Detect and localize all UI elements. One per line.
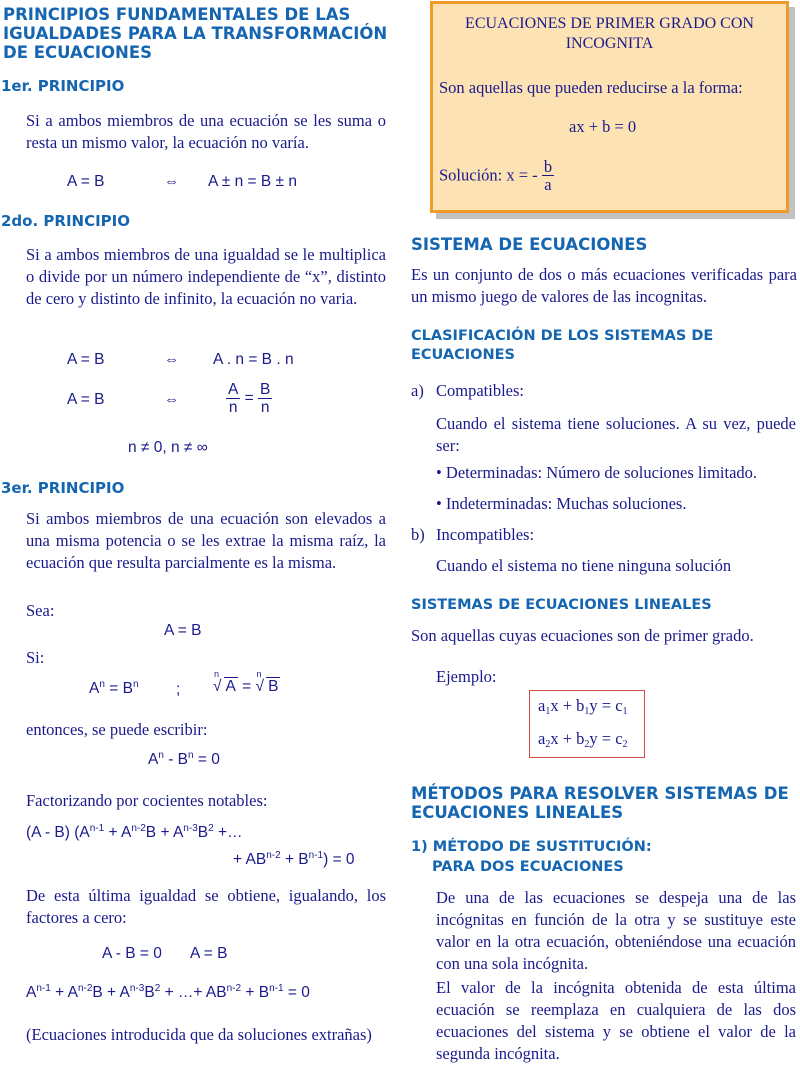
power-equation: $A^n = B^n$ xyxy=(89,679,139,697)
principle-1-heading: 1er. PRINCIPIO xyxy=(1,77,125,95)
principle-2-text: Si a ambos miembros de una igualdad se le multiplica o divide por un número independiente de “x”, distinto de cero y distinto de infinito, la ecuación no varia. xyxy=(26,245,386,308)
zero-equation-1: A - B = 0 xyxy=(102,945,162,962)
box-equation: ax + b = 0 xyxy=(569,117,637,136)
p3-eq-ab: A = B xyxy=(164,622,202,639)
si-label: Si: xyxy=(26,648,45,667)
principle-3-heading: 3er. PRINCIPIO xyxy=(1,479,125,497)
option-b-text: Cuando el sistema no tiene ninguna solución xyxy=(436,556,732,575)
nth-root-b: n √ B xyxy=(255,669,279,695)
nth-root-a: n √ A xyxy=(213,669,236,695)
p2-fraction-equation: $\frac{A}{n}$ = $\frac{B}{n}$ xyxy=(228,381,271,416)
bullet-indeterminadas: • Indeterminadas: Muchas soluciones. xyxy=(436,494,687,513)
fraction-b-over-a: $\frac{b}{a}$ xyxy=(543,157,553,194)
root-equation: n √ A = n √ B xyxy=(213,669,279,695)
fraction-a-over-n: $\frac{A}{n}$ xyxy=(228,381,239,416)
extraneous-note: (Ecuaciones introducida que da soluciones extrañas) xyxy=(26,1025,372,1044)
equivalence-arrow: ⇔ xyxy=(164,173,180,190)
principle-1-text: Si a ambos miembros de una ecuación se les suma o resta un mismo valor, la ecuación no varía. xyxy=(26,111,386,152)
option-a-title: Compatibles: xyxy=(436,381,524,400)
sustitucion-heading: 1) MÉTODO DE SUSTITUCIÓN: xyxy=(411,839,652,855)
lineales-text: Son aquellas cuyas ecuaciones son de primer grado. xyxy=(411,626,754,645)
sea-label: Sea: xyxy=(26,601,55,620)
option-b-title: Incompatibles: xyxy=(436,525,535,544)
box-solution: Solución: x = - $\frac{b}{a}$ xyxy=(439,157,553,194)
fraction-b-over-n: $\frac{B}{n}$ xyxy=(260,381,271,416)
factorization-line-1: (A - B) ($A^{n-1} + A^{n-2}B + A^{n-3}B^2$ +… xyxy=(26,823,243,841)
zero-equation-2: A = B xyxy=(190,945,228,962)
example-system-box xyxy=(529,690,645,758)
clasificacion-heading: CLASIFICACIÓN DE LOS SISTEMAS DE ECUACIONES xyxy=(411,328,714,363)
option-a-label: a) xyxy=(411,381,424,400)
entonces-text: entonces, se puede escribir: xyxy=(26,720,208,739)
difference-equation: $A^n - B^n = 0$ xyxy=(148,750,220,768)
semicolon: ; xyxy=(176,681,181,698)
p1-eq-right: A ± n = B ± n xyxy=(208,173,297,190)
equivalence-arrow: ⇔ xyxy=(164,351,180,368)
first-degree-equation-box xyxy=(430,1,789,213)
example-equation-1: $a_1x + b_1y = c_1$ xyxy=(538,696,628,717)
factorizando-text: Factorizando por cocientes notables: xyxy=(26,791,268,810)
equivalence-arrow: ⇔ xyxy=(164,391,180,408)
principle-2-heading: 2do. PRINCIPIO xyxy=(1,212,130,230)
p2-eq2-left: A = B xyxy=(67,391,105,408)
p2-condition: n ≠ 0, n ≠ ∞ xyxy=(128,439,208,456)
principle-3-text: Si ambos miembros de una ecuación son elevados a una misma potencia o se les extrae la misma raíz, la ecuación que resulta parcialmente es la misma. xyxy=(26,509,386,572)
page-title: PRINCIPIOS FUNDAMENTALES DE LAS IGUALDADES PARA LA TRANSFORMACIÓN DE ECUACIONES xyxy=(3,5,388,62)
metodos-heading: MÉTODOS PARA RESOLVER SISTEMAS DE ECUACIONES LINEALES xyxy=(411,784,789,822)
sistema-text: Es un conjunto de dos o más ecuaciones verificadas para un mismo juego de valores de las incognitas. xyxy=(411,265,797,306)
sistema-heading: SISTEMA DE ECUACIONES xyxy=(411,235,648,254)
factorization-line-2: + $AB^{n-2} + B^{n-1}) = 0$ xyxy=(233,850,355,868)
sustitucion-text-2: El valor de la incógnita obtenida de esta última ecuación se reemplaza en cualquiera de las dos ecuaciones del sistema y se obtiene el valor de la segunda incógnita. xyxy=(436,978,796,1063)
box-title: ECUACIONES DE PRIMER GRADO CON INCOGNITA xyxy=(465,15,754,52)
p2-eq1-left: A = B xyxy=(67,351,105,368)
sustitucion-subheading: PARA DOS ECUACIONES xyxy=(432,859,624,875)
p1-eq-left: A = B xyxy=(67,173,105,190)
bullet-determinadas: • Determinadas: Número de soluciones limitado. xyxy=(436,463,758,482)
box-text: Son aquellas que pueden reducirse a la forma: xyxy=(439,78,743,97)
long-equation: $A^{n-1} + A^{n-2}B + A^{n-3}B^2$ + …+ $AB^{n-2} + B^{n-1} = 0$ xyxy=(26,983,310,1001)
p2-eq1-right: A . n = B . n xyxy=(213,351,294,368)
lineales-heading: SISTEMAS DE ECUACIONES LINEALES xyxy=(411,597,712,613)
sustitucion-text-1: De una de las ecuaciones se despeja una de las incógnitas en función de la otra y se sustituye este valor en la otra ecuación, obteniéndose una ecuación con una sola incógnita. xyxy=(436,888,796,973)
example-equation-2: $a_2x + b_2y = c_2$ xyxy=(538,729,628,750)
ejemplo-label: Ejemplo: xyxy=(436,667,497,686)
option-b-label: b) xyxy=(411,525,425,544)
option-a-text: Cuando el sistema tiene soluciones. A su vez, puede ser: xyxy=(436,414,796,455)
ultima-igualdad-text: De esta última igualdad se obtiene, igualando, los factores a cero: xyxy=(26,886,386,927)
